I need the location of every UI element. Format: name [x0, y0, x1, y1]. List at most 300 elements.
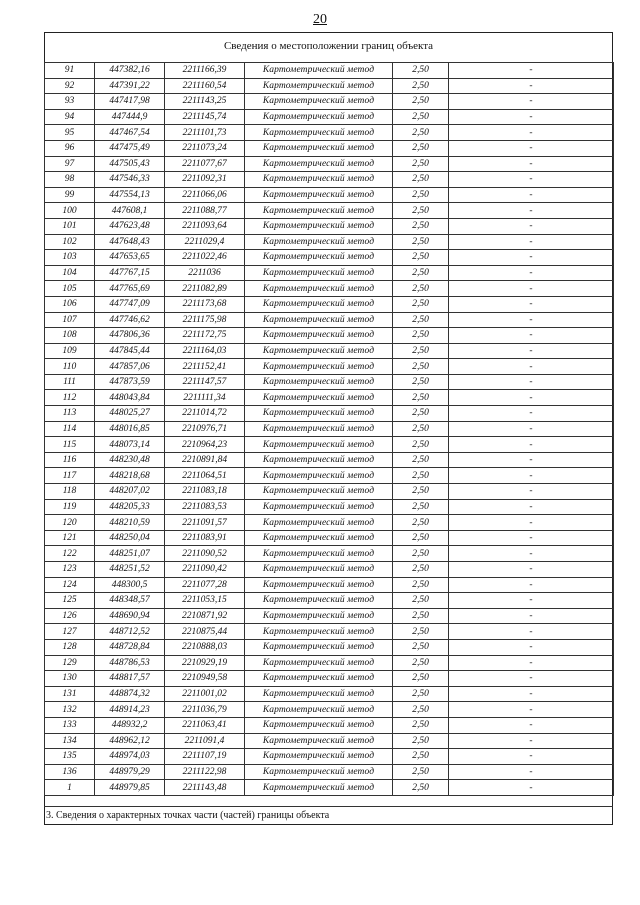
y-coordinate-cell: 2211172,75 [165, 328, 245, 344]
precision-cell: 2,50 [393, 639, 449, 655]
x-coordinate-cell: 447608,1 [95, 203, 165, 219]
description-cell: - [449, 468, 614, 484]
table-row [45, 452, 614, 468]
x-coordinate-cell: 448932,2 [95, 717, 165, 733]
point-number-cell: 109 [45, 343, 95, 359]
y-coordinate-cell: 2211077,67 [165, 156, 245, 172]
y-coordinate-cell: 2210871,92 [165, 608, 245, 624]
description-cell: - [449, 218, 614, 234]
table-row [45, 639, 614, 655]
precision-cell: 2,50 [393, 546, 449, 562]
precision-cell: 2,50 [393, 250, 449, 266]
precision-cell: 2,50 [393, 421, 449, 437]
point-number-cell: 115 [45, 437, 95, 453]
description-cell: - [449, 686, 614, 702]
table-row [45, 234, 614, 250]
table-row [45, 577, 614, 593]
y-coordinate-cell: 2211111,34 [165, 390, 245, 406]
x-coordinate-cell: 447382,16 [95, 63, 165, 79]
y-coordinate-cell: 2211036 [165, 265, 245, 281]
precision-cell: 2,50 [393, 187, 449, 203]
y-coordinate-cell: 2211077,28 [165, 577, 245, 593]
method-cell: Картометрический метод [245, 671, 393, 687]
precision-cell: 2,50 [393, 218, 449, 234]
point-number-cell: 97 [45, 156, 95, 172]
description-cell: - [449, 671, 614, 687]
description-cell: - [449, 702, 614, 718]
y-coordinate-cell: 2211164,03 [165, 343, 245, 359]
point-number-cell: 104 [45, 265, 95, 281]
point-number-cell: 100 [45, 203, 95, 219]
table-row [45, 172, 614, 188]
precision-cell: 2,50 [393, 655, 449, 671]
precision-cell: 2,50 [393, 733, 449, 749]
x-coordinate-cell: 447845,44 [95, 343, 165, 359]
description-cell: - [449, 265, 614, 281]
description-cell: - [449, 499, 614, 515]
x-coordinate-cell: 448218,68 [95, 468, 165, 484]
precision-cell: 2,50 [393, 328, 449, 344]
precision-cell: 2,50 [393, 562, 449, 578]
point-number-cell: 99 [45, 187, 95, 203]
description-cell: - [449, 390, 614, 406]
table-row [45, 218, 614, 234]
method-cell: Картометрический метод [245, 530, 393, 546]
method-cell: Картометрический метод [245, 749, 393, 765]
y-coordinate-cell: 2211083,53 [165, 499, 245, 515]
x-coordinate-cell: 448962,12 [95, 733, 165, 749]
point-number-cell: 96 [45, 140, 95, 156]
x-coordinate-cell: 448914,23 [95, 702, 165, 718]
method-cell: Картометрический метод [245, 125, 393, 141]
y-coordinate-cell: 2211022,46 [165, 250, 245, 266]
table-row [45, 203, 614, 219]
point-number-cell: 93 [45, 94, 95, 110]
y-coordinate-cell: 2211073,24 [165, 140, 245, 156]
y-coordinate-cell: 2210949,58 [165, 671, 245, 687]
method-cell: Картометрический метод [245, 250, 393, 266]
x-coordinate-cell: 448786,53 [95, 655, 165, 671]
precision-cell: 2,50 [393, 406, 449, 422]
method-cell: Картометрический метод [245, 265, 393, 281]
table-row [45, 593, 614, 609]
x-coordinate-cell: 448210,59 [95, 515, 165, 531]
description-cell: - [449, 406, 614, 422]
description-cell: - [449, 655, 614, 671]
precision-cell: 2,50 [393, 437, 449, 453]
page-number: 20 [313, 12, 327, 27]
description-cell: - [449, 484, 614, 500]
x-coordinate-cell: 447505,43 [95, 156, 165, 172]
point-number-cell: 135 [45, 749, 95, 765]
description-cell: - [449, 343, 614, 359]
precision-cell: 2,50 [393, 764, 449, 780]
table-row [45, 702, 614, 718]
method-cell: Картометрический метод [245, 515, 393, 531]
y-coordinate-cell: 2211093,64 [165, 218, 245, 234]
point-number-cell: 98 [45, 172, 95, 188]
method-cell: Картометрический метод [245, 608, 393, 624]
description-cell: - [449, 593, 614, 609]
precision-cell: 2,50 [393, 140, 449, 156]
method-cell: Картометрический метод [245, 421, 393, 437]
description-cell: - [449, 296, 614, 312]
precision-cell: 2,50 [393, 281, 449, 297]
method-cell: Картометрический метод [245, 296, 393, 312]
y-coordinate-cell: 2211090,52 [165, 546, 245, 562]
description-cell: - [449, 780, 614, 796]
y-coordinate-cell: 2211091,4 [165, 733, 245, 749]
y-coordinate-cell: 2211036,79 [165, 702, 245, 718]
description-cell: - [449, 312, 614, 328]
table-row [45, 437, 614, 453]
table-row [45, 328, 614, 344]
precision-cell: 2,50 [393, 312, 449, 328]
method-cell: Картометрический метод [245, 78, 393, 94]
description-cell: - [449, 78, 614, 94]
x-coordinate-cell: 447444,9 [95, 109, 165, 125]
description-cell: - [449, 562, 614, 578]
description-cell: - [449, 203, 614, 219]
point-number-cell: 136 [45, 764, 95, 780]
description-cell: - [449, 421, 614, 437]
table-row [45, 749, 614, 765]
precision-cell: 2,50 [393, 374, 449, 390]
table-row [45, 671, 614, 687]
point-number-cell: 131 [45, 686, 95, 702]
point-number-cell: 127 [45, 624, 95, 640]
table-row [45, 359, 614, 375]
section-title: Сведения о местоположении границ объекта [223, 40, 434, 52]
y-coordinate-cell: 2211175,98 [165, 312, 245, 328]
table-row [45, 390, 614, 406]
description-cell: - [449, 140, 614, 156]
point-number-cell: 94 [45, 109, 95, 125]
point-number-cell: 110 [45, 359, 95, 375]
precision-cell: 2,50 [393, 203, 449, 219]
table-row [45, 312, 614, 328]
table-row [45, 484, 614, 500]
method-cell: Картометрический метод [245, 593, 393, 609]
y-coordinate-cell: 2211082,89 [165, 281, 245, 297]
x-coordinate-cell: 448207,02 [95, 484, 165, 500]
precision-cell: 2,50 [393, 94, 449, 110]
precision-cell: 2,50 [393, 530, 449, 546]
description-cell: - [449, 281, 614, 297]
precision-cell: 2,50 [393, 749, 449, 765]
description-cell: - [449, 156, 614, 172]
point-number-cell: 92 [45, 78, 95, 94]
x-coordinate-cell: 448728,84 [95, 639, 165, 655]
point-number-cell: 134 [45, 733, 95, 749]
point-number-cell: 91 [45, 63, 95, 79]
point-number-cell: 124 [45, 577, 95, 593]
description-cell: - [449, 374, 614, 390]
method-cell: Картометрический метод [245, 437, 393, 453]
table-row [45, 156, 614, 172]
x-coordinate-cell: 447475,49 [95, 140, 165, 156]
x-coordinate-cell: 448025,27 [95, 406, 165, 422]
description-cell: - [449, 234, 614, 250]
table-row [45, 499, 614, 515]
table-row [45, 281, 614, 297]
point-number-cell: 102 [45, 234, 95, 250]
x-coordinate-cell: 448016,85 [95, 421, 165, 437]
x-coordinate-cell: 448979,85 [95, 780, 165, 796]
method-cell: Картометрический метод [245, 359, 393, 375]
description-cell: - [449, 187, 614, 203]
method-cell: Картометрический метод [245, 624, 393, 640]
y-coordinate-cell: 2211091,57 [165, 515, 245, 531]
y-coordinate-cell: 2211090,42 [165, 562, 245, 578]
point-number-cell: 113 [45, 406, 95, 422]
x-coordinate-cell: 447806,36 [95, 328, 165, 344]
precision-cell: 2,50 [393, 109, 449, 125]
method-cell: Картометрический метод [245, 468, 393, 484]
method-cell: Картометрический метод [245, 218, 393, 234]
method-cell: Картометрический метод [245, 140, 393, 156]
description-cell: - [449, 546, 614, 562]
y-coordinate-cell: 2210875,44 [165, 624, 245, 640]
method-cell: Картометрический метод [245, 63, 393, 79]
method-cell: Картометрический метод [245, 686, 393, 702]
point-number-cell: 108 [45, 328, 95, 344]
method-cell: Картометрический метод [245, 764, 393, 780]
description-cell: - [449, 530, 614, 546]
point-number-cell: 116 [45, 452, 95, 468]
precision-cell: 2,50 [393, 343, 449, 359]
precision-cell: 2,50 [393, 593, 449, 609]
method-cell: Картометрический метод [245, 639, 393, 655]
precision-cell: 2,50 [393, 452, 449, 468]
x-coordinate-cell: 447857,06 [95, 359, 165, 375]
x-coordinate-cell: 447746,62 [95, 312, 165, 328]
x-coordinate-cell: 448251,07 [95, 546, 165, 562]
precision-cell: 2,50 [393, 390, 449, 406]
y-coordinate-cell: 2211029,4 [165, 234, 245, 250]
y-coordinate-cell: 2211166,39 [165, 63, 245, 79]
point-number-cell: 101 [45, 218, 95, 234]
y-coordinate-cell: 2211101,73 [165, 125, 245, 141]
point-number-cell: 114 [45, 421, 95, 437]
point-number-cell: 129 [45, 655, 95, 671]
description-cell: - [449, 515, 614, 531]
method-cell: Картометрический метод [245, 655, 393, 671]
method-cell: Картометрический метод [245, 172, 393, 188]
x-coordinate-cell: 447873,59 [95, 374, 165, 390]
table-row [45, 63, 614, 79]
method-cell: Картометрический метод [245, 203, 393, 219]
precision-cell: 2,50 [393, 125, 449, 141]
point-number-cell: 112 [45, 390, 95, 406]
table-row [45, 780, 614, 796]
x-coordinate-cell: 447623,48 [95, 218, 165, 234]
point-number-cell: 125 [45, 593, 95, 609]
description-cell: - [449, 749, 614, 765]
point-number-cell: 122 [45, 546, 95, 562]
description-cell: - [449, 63, 614, 79]
description-cell: - [449, 109, 614, 125]
y-coordinate-cell: 2211053,15 [165, 593, 245, 609]
method-cell: Картометрический метод [245, 717, 393, 733]
point-number-cell: 105 [45, 281, 95, 297]
table-row [45, 562, 614, 578]
point-number-cell: 103 [45, 250, 95, 266]
precision-cell: 2,50 [393, 515, 449, 531]
y-coordinate-cell: 2210929,19 [165, 655, 245, 671]
x-coordinate-cell: 448979,29 [95, 764, 165, 780]
point-number-cell: 111 [45, 374, 95, 390]
point-number-cell: 1 [45, 780, 95, 796]
method-cell: Картометрический метод [245, 780, 393, 796]
table-row [45, 764, 614, 780]
x-coordinate-cell: 448348,57 [95, 593, 165, 609]
table-row [45, 406, 614, 422]
table-row [45, 421, 614, 437]
method-cell: Картометрический метод [245, 562, 393, 578]
x-coordinate-cell: 448690,94 [95, 608, 165, 624]
table-row [45, 125, 614, 141]
method-cell: Картометрический метод [245, 156, 393, 172]
precision-cell: 2,50 [393, 702, 449, 718]
table-row [45, 530, 614, 546]
table-row [45, 343, 614, 359]
precision-cell: 2,50 [393, 671, 449, 687]
y-coordinate-cell: 2211147,57 [165, 374, 245, 390]
y-coordinate-cell: 2211173,68 [165, 296, 245, 312]
y-coordinate-cell: 2211145,74 [165, 109, 245, 125]
x-coordinate-cell: 447747,09 [95, 296, 165, 312]
method-cell: Картометрический метод [245, 733, 393, 749]
point-number-cell: 128 [45, 639, 95, 655]
y-coordinate-cell: 2211063,41 [165, 717, 245, 733]
table-row [45, 374, 614, 390]
method-cell: Картометрический метод [245, 452, 393, 468]
precision-cell: 2,50 [393, 686, 449, 702]
table-row [45, 265, 614, 281]
y-coordinate-cell: 2211014,72 [165, 406, 245, 422]
y-coordinate-cell: 2210976,71 [165, 421, 245, 437]
x-coordinate-cell: 447767,15 [95, 265, 165, 281]
x-coordinate-cell: 448073,14 [95, 437, 165, 453]
y-coordinate-cell: 2210891,84 [165, 452, 245, 468]
x-coordinate-cell: 447417,98 [95, 94, 165, 110]
x-coordinate-cell: 447546,33 [95, 172, 165, 188]
y-coordinate-cell: 2211160,54 [165, 78, 245, 94]
method-cell: Картометрический метод [245, 406, 393, 422]
x-coordinate-cell: 448974,03 [95, 749, 165, 765]
description-cell: - [449, 125, 614, 141]
method-cell: Картометрический метод [245, 702, 393, 718]
table-row [45, 140, 614, 156]
x-coordinate-cell: 448251,52 [95, 562, 165, 578]
y-coordinate-cell: 2211152,41 [165, 359, 245, 375]
table-row [45, 109, 614, 125]
x-coordinate-cell: 448250,04 [95, 530, 165, 546]
method-cell: Картометрический метод [245, 374, 393, 390]
description-cell: - [449, 94, 614, 110]
y-coordinate-cell: 2211066,06 [165, 187, 245, 203]
precision-cell: 2,50 [393, 359, 449, 375]
coordinates-table [44, 62, 614, 796]
description-cell: - [449, 608, 614, 624]
table-row [45, 468, 614, 484]
method-cell: Картометрический метод [245, 499, 393, 515]
table-row [45, 608, 614, 624]
description-cell: - [449, 172, 614, 188]
y-coordinate-cell: 2211122,98 [165, 764, 245, 780]
precision-cell: 2,50 [393, 484, 449, 500]
precision-cell: 2,50 [393, 265, 449, 281]
x-coordinate-cell: 448712,52 [95, 624, 165, 640]
y-coordinate-cell: 2211083,91 [165, 530, 245, 546]
table-row [45, 296, 614, 312]
method-cell: Картометрический метод [245, 312, 393, 328]
point-number-cell: 126 [45, 608, 95, 624]
method-cell: Картометрический метод [245, 234, 393, 250]
y-coordinate-cell: 2211107,19 [165, 749, 245, 765]
precision-cell: 2,50 [393, 499, 449, 515]
point-number-cell: 120 [45, 515, 95, 531]
point-number-cell: 130 [45, 671, 95, 687]
x-coordinate-cell: 448817,57 [95, 671, 165, 687]
table-row [45, 78, 614, 94]
y-coordinate-cell: 2210888,03 [165, 639, 245, 655]
x-coordinate-cell: 447554,13 [95, 187, 165, 203]
table-row [45, 546, 614, 562]
table-row [45, 717, 614, 733]
table-row [45, 515, 614, 531]
precision-cell: 2,50 [393, 78, 449, 94]
point-number-cell: 121 [45, 530, 95, 546]
method-cell: Картометрический метод [245, 94, 393, 110]
table-row [45, 624, 614, 640]
x-coordinate-cell: 448230,48 [95, 452, 165, 468]
x-coordinate-cell: 448874,32 [95, 686, 165, 702]
method-cell: Картометрический метод [245, 187, 393, 203]
description-cell: - [449, 639, 614, 655]
table-row [45, 250, 614, 266]
y-coordinate-cell: 2211092,31 [165, 172, 245, 188]
table-row [45, 733, 614, 749]
table-row [45, 655, 614, 671]
y-coordinate-cell: 2211088,77 [165, 203, 245, 219]
precision-cell: 2,50 [393, 780, 449, 796]
point-number-cell: 119 [45, 499, 95, 515]
precision-cell: 2,50 [393, 468, 449, 484]
description-cell: - [449, 328, 614, 344]
precision-cell: 2,50 [393, 608, 449, 624]
description-cell: - [449, 250, 614, 266]
section-3-heading: 3. Сведения о характерных точках части (частей) границы объекта [44, 806, 613, 825]
description-cell: - [449, 452, 614, 468]
x-coordinate-cell: 447467,54 [95, 125, 165, 141]
x-coordinate-cell: 448300,5 [95, 577, 165, 593]
point-number-cell: 133 [45, 717, 95, 733]
precision-cell: 2,50 [393, 63, 449, 79]
point-number-cell: 123 [45, 562, 95, 578]
precision-cell: 2,50 [393, 717, 449, 733]
x-coordinate-cell: 447653,65 [95, 250, 165, 266]
method-cell: Картометрический метод [245, 281, 393, 297]
precision-cell: 2,50 [393, 234, 449, 250]
precision-cell: 2,50 [393, 624, 449, 640]
method-cell: Картометрический метод [245, 328, 393, 344]
y-coordinate-cell: 2211064,51 [165, 468, 245, 484]
method-cell: Картометрический метод [245, 484, 393, 500]
description-cell: - [449, 764, 614, 780]
y-coordinate-cell: 2211083,18 [165, 484, 245, 500]
